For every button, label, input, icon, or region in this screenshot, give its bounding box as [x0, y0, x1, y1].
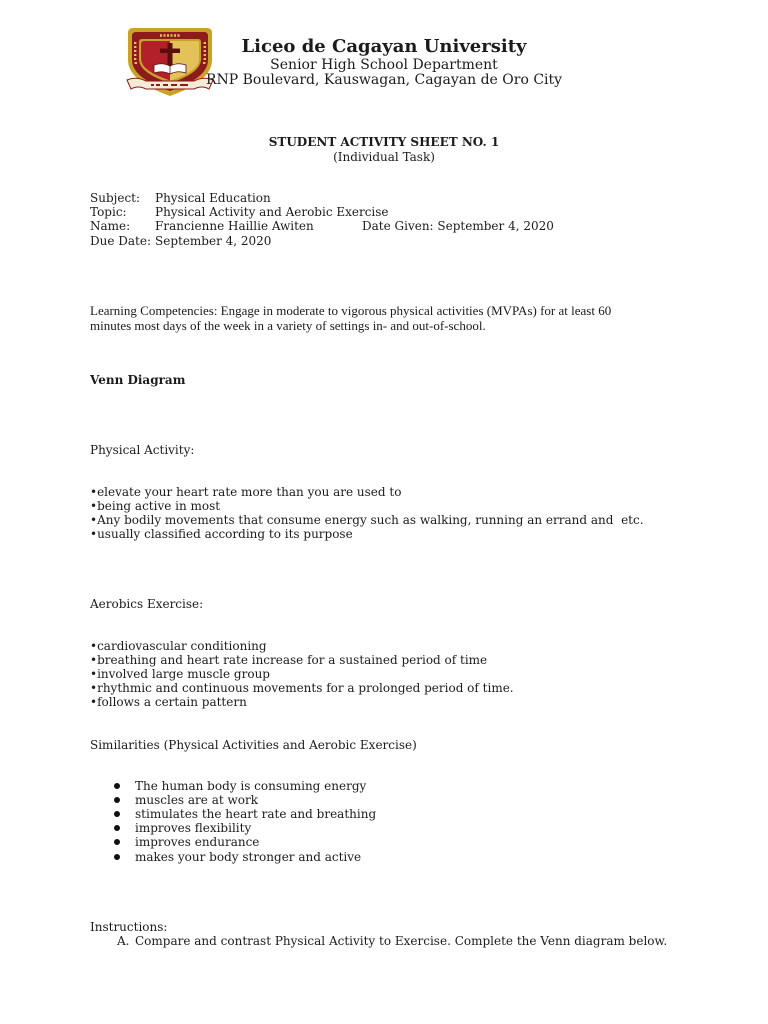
list-item-text: follows a certain pattern — [97, 695, 247, 709]
due-date-row — [90, 234, 740, 248]
filled-circle-icon — [114, 854, 120, 860]
instruction-text: Compare and contrast Physical Activity to Exercise. Complete the Venn diagram below. — [135, 934, 668, 948]
due-date-value: September 4, 2020 — [155, 234, 272, 248]
list-item-text: muscles are at work — [135, 793, 258, 807]
list-item — [90, 667, 270, 681]
learning-competencies-line: minutes most days of the week in a variety of settings in- and out-of-school. — [90, 318, 486, 333]
list-item-text: stimulates the heart rate and breathing — [135, 807, 377, 821]
instruction-item — [0, 934, 740, 948]
filled-circle-icon — [114, 825, 120, 831]
subject-value: Physical Education — [155, 191, 271, 205]
list-item — [90, 653, 487, 667]
learning-competencies-line: Learning Competencies: Engage in moderate to vigorous physical activities (MVPAs) for at least 60 — [90, 303, 612, 318]
filled-circle-icon — [114, 783, 120, 789]
list-item-text: Any bodily movements that consume energy such as walking, running an errand and etc. — [97, 513, 644, 527]
department-name: Senior High School Department — [270, 57, 498, 73]
date-given-value: September 4, 2020 — [437, 219, 554, 233]
list-item-text: makes your body stronger and active — [135, 850, 362, 864]
list-item-text: The human body is consuming energy — [135, 779, 367, 793]
list-item — [0, 807, 700, 821]
similarities-heading: Similarities (Physical Activities and Aerobic Exercise) — [90, 738, 417, 752]
list-item-text: usually classified according to its purpose — [97, 527, 353, 541]
instructions-heading: Instructions: — [90, 920, 168, 934]
list-item — [90, 513, 644, 527]
list-item — [0, 835, 700, 849]
subject-row — [90, 191, 740, 205]
date-given-label: Date Given: — [362, 219, 434, 233]
list-item-text: cardiovascular conditioning — [97, 639, 267, 653]
topic-row — [90, 205, 740, 219]
list-item-text: improves endurance — [135, 835, 260, 849]
name-label: Name: — [90, 219, 131, 233]
list-item — [90, 681, 514, 695]
topic-value: Physical Activity and Aerobic Exercise — [155, 205, 389, 219]
date-given — [362, 219, 554, 233]
filled-circle-icon — [114, 839, 120, 845]
university-name: Liceo de Cagayan University — [241, 36, 527, 57]
list-item-text: improves flexibility — [135, 821, 252, 835]
list-item — [90, 639, 267, 653]
venn-diagram-heading: Venn Diagram — [90, 373, 186, 387]
list-item-text: involved large muscle group — [97, 667, 270, 681]
instruction-marker: A. — [117, 934, 130, 948]
list-item — [0, 821, 700, 835]
list-item — [0, 779, 700, 793]
physical-activity-heading: Physical Activity: — [90, 443, 195, 457]
list-item — [90, 527, 353, 541]
subject-label: Subject: — [90, 191, 141, 205]
list-item — [0, 793, 700, 807]
list-item-text: breathing and heart rate increase for a sustained period of time — [97, 653, 488, 667]
list-item — [90, 695, 247, 709]
filled-circle-icon — [114, 797, 120, 803]
list-item — [0, 850, 700, 864]
name-value: Francienne Haillie Awiten — [155, 219, 314, 233]
aerobics-exercise-heading: Aerobics Exercise: — [90, 597, 204, 611]
list-item-text: being active in most — [97, 499, 221, 513]
sheet-subtitle: (Individual Task) — [333, 150, 435, 164]
list-item-text: elevate your heart rate more than you are used to — [97, 485, 402, 499]
list-item — [90, 485, 401, 499]
sheet-title: STUDENT ACTIVITY SHEET NO. 1 — [268, 135, 500, 149]
filled-circle-icon — [114, 811, 120, 817]
topic-label: Topic: — [90, 205, 127, 219]
name-row — [90, 219, 740, 233]
list-item — [90, 499, 220, 513]
university-address: RNP Boulevard, Kauswagan, Cagayan de Oro City — [205, 72, 563, 88]
list-item-text: rhythmic and continuous movements for a prolonged period of time. — [97, 681, 514, 695]
due-date-label: Due Date: — [90, 234, 152, 248]
